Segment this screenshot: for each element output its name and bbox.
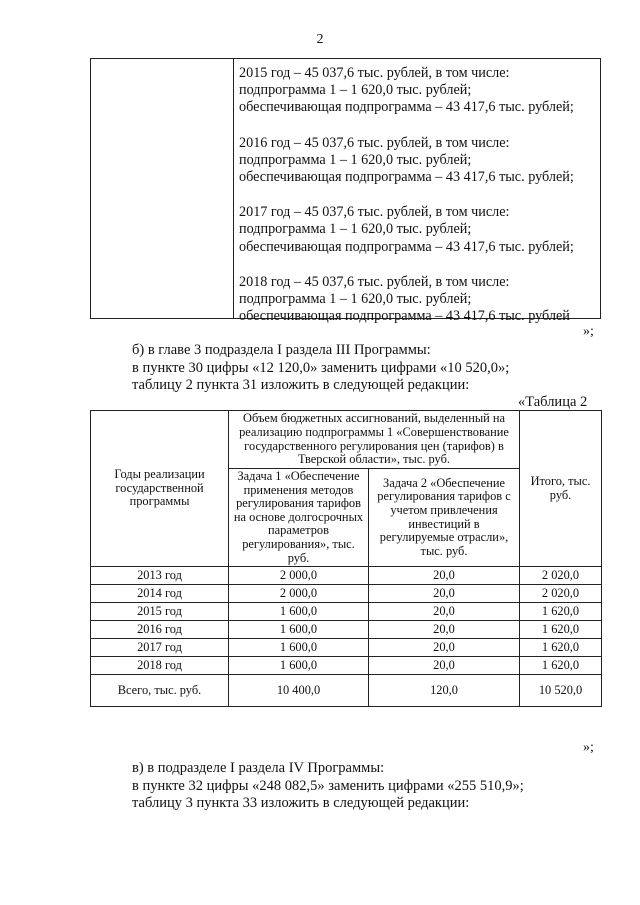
header-budget-group: Объем бюджетных ассигнований, выделенный на реализацию подпрограммы 1 «Совершенствование государственного регулирования цен (тарифов) в Тверской области», тыс. руб. — [229, 411, 520, 469]
support-subprogram-line: обеспечивающая подпрограмма – 43 417,6 тыс. рублей; — [239, 238, 574, 255]
table-row — [91, 585, 602, 603]
header-years: Годы реализации государственной программы — [91, 411, 229, 567]
support-subprogram-line: обеспечивающая подпрограмма – 43 417,6 тыс. рублей — [239, 308, 570, 325]
table-caption: «Таблица 2 — [518, 394, 588, 410]
cell-total: 2 020,0 — [520, 585, 602, 603]
cell-year: 2017 год — [91, 639, 229, 657]
cell-task2: 20,0 — [369, 657, 520, 675]
cell-total: 1 620,0 — [520, 639, 602, 657]
cell-task2: 20,0 — [369, 567, 520, 585]
cell-year: 2013 год — [91, 567, 229, 585]
table-row — [91, 621, 602, 639]
section-b-paragraph — [132, 342, 509, 395]
cell-total: 10 520,0 — [520, 675, 602, 707]
cell-year: 2016 год — [91, 621, 229, 639]
cell-task1: 10 400,0 — [229, 675, 369, 707]
cell-year: 2018 год — [91, 657, 229, 675]
section-v-paragraph — [132, 760, 524, 813]
support-subprogram-line: обеспечивающая подпрограмма – 43 417,6 тыс. рублей; — [239, 169, 574, 186]
cell-total: 1 620,0 — [520, 657, 602, 675]
subprogram-line: подпрограмма 1 – 1 620,0 тыс. рублей; — [239, 151, 472, 168]
table-row — [91, 639, 602, 657]
cell-year: 2014 год — [91, 585, 229, 603]
table-row — [91, 567, 602, 585]
cell-task1: 1 600,0 — [229, 657, 369, 675]
section-b-line: б) в главе 3 подраздела I раздела III Программы: — [132, 342, 431, 358]
closing-quote-mark: »; — [583, 740, 594, 755]
cell-task1: 1 600,0 — [229, 621, 369, 639]
cell-total: 2 020,0 — [520, 567, 602, 585]
year-total-line: 2016 год – 45 037,6 тыс. рублей, в том числе: — [239, 134, 510, 151]
cell-task1: 2 000,0 — [229, 585, 369, 603]
page-number: 2 — [316, 32, 324, 47]
cell-total: 1 620,0 — [520, 621, 602, 639]
year-block-2018 — [239, 274, 574, 326]
budget-table — [90, 410, 602, 707]
header-task-1: Задача 1 «Обеспечение применения методов регулирования тарифов на основе долгосрочных параметров регулирования», тыс. руб. — [229, 469, 369, 567]
cell-year: 2015 год — [91, 603, 229, 621]
subprogram-line: подпрограмма 1 – 1 620,0 тыс. рублей; — [239, 221, 472, 238]
table-row — [91, 657, 602, 675]
year-block-2016 — [239, 135, 574, 187]
year-block-2015 — [239, 65, 574, 117]
subprogram-line: подпрограмма 1 – 1 620,0 тыс. рублей; — [239, 291, 472, 308]
cell-task1: 1 600,0 — [229, 639, 369, 657]
year-total-line: 2018 год – 45 037,6 тыс. рублей, в том числе: — [239, 273, 510, 290]
cell-task2: 20,0 — [369, 603, 520, 621]
year-total-line: 2015 год – 45 037,6 тыс. рублей, в том числе: — [239, 65, 510, 81]
table-row — [91, 603, 602, 621]
cell-task2: 120,0 — [369, 675, 520, 707]
section-b-line: в пункте 30 цифры «12 120,0» заменить цифрами «10 520,0»; — [132, 359, 510, 376]
header-total: Итого, тыс. руб. — [520, 411, 602, 567]
cell-task2: 20,0 — [369, 585, 520, 603]
cell-task2: 20,0 — [369, 639, 520, 657]
section-b-line: таблицу 2 пункта 31 изложить в следующей редакции: — [132, 377, 470, 393]
year-total-line: 2017 год – 45 037,6 тыс. рублей, в том числе: — [239, 204, 510, 221]
continuation-table — [90, 58, 601, 325]
cell-total-label: Всего, тыс. руб. — [91, 675, 229, 707]
cell-task2: 20,0 — [369, 621, 520, 639]
section-v-line: в) в подразделе I раздела IV Программы: — [132, 760, 385, 776]
table-total-row — [91, 675, 602, 707]
funding-by-year-cell — [239, 65, 574, 325]
table-header-row — [91, 411, 602, 469]
cell-task1: 2 000,0 — [229, 567, 369, 585]
section-v-line: в пункте 32 цифры «248 082,5» заменить цифрами «255 510,9»; — [132, 777, 524, 794]
year-block-2017 — [239, 204, 574, 256]
closing-quote-mark: »; — [583, 324, 594, 339]
support-subprogram-line: обеспечивающая подпрограмма – 43 417,6 тыс. рублей; — [239, 99, 574, 116]
subprogram-line: подпрограмма 1 – 1 620,0 тыс. рублей; — [239, 82, 472, 99]
header-task-2: Задача 2 «Обеспечение регулирования тарифов с учетом привлечения инвестиций в регулируемые отрасли», тыс. руб. — [369, 469, 520, 567]
table-column-divider — [233, 59, 234, 318]
cell-total: 1 620,0 — [520, 603, 602, 621]
cell-task1: 1 600,0 — [229, 603, 369, 621]
section-v-line: таблицу 3 пункта 33 изложить в следующей редакции: — [132, 795, 470, 811]
